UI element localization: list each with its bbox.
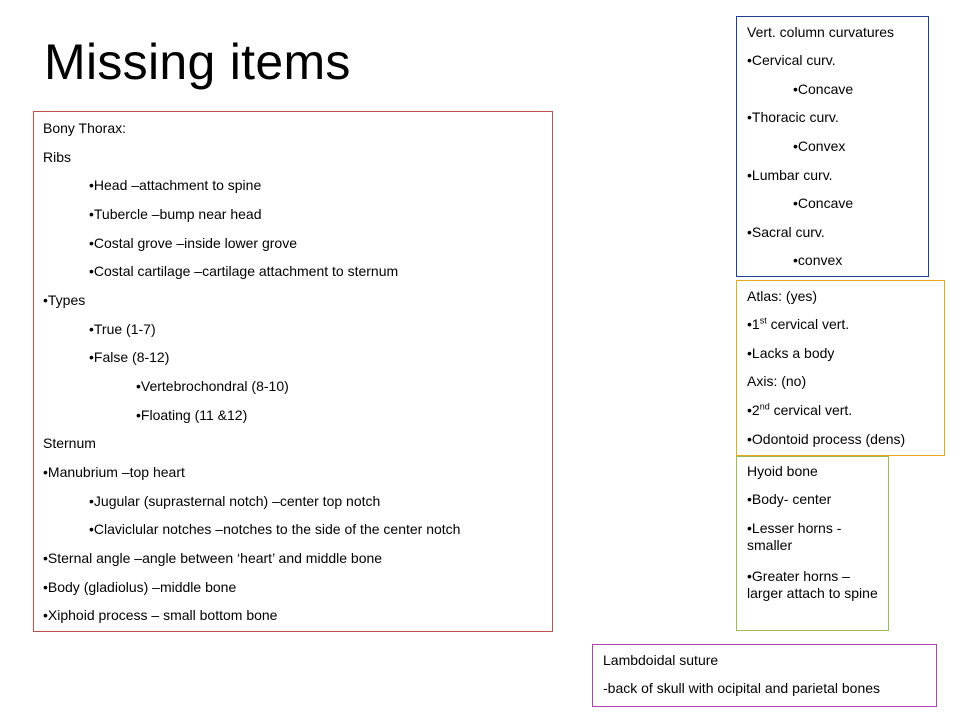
list-item: •Greater horns – larger attach to spine (747, 568, 878, 601)
page-title: Missing items (44, 34, 351, 90)
list-item: -back of skull with ocipital and parietal bones (603, 680, 881, 696)
lambdoidal-box (592, 644, 937, 707)
list-item: •Head –attachment to spine (89, 177, 262, 193)
list-item: •False (8-12) (89, 349, 170, 365)
vert-heading: Vert. column curvatures (747, 24, 895, 40)
list-item: •Thoracic curv. (747, 109, 839, 125)
atlas-axis-box (736, 280, 945, 456)
list-item: •Lesser horns - smaller (747, 520, 842, 553)
list-item: •1st cervical vert. (747, 315, 850, 332)
list-item: •Floating (11 &12) (136, 407, 248, 423)
list-item: •Odontoid process (dens) (747, 431, 906, 447)
list-item: •Lumbar curv. (747, 167, 833, 183)
list-item: •Body (gladiolus) –middle bone (43, 579, 237, 595)
vert-column-box (736, 16, 929, 277)
lambdoid-heading: Lambdoidal suture (603, 652, 719, 668)
list-item: •Convex (793, 138, 846, 154)
sternum-heading: Sternum (43, 435, 96, 451)
ribs-heading: Ribs (43, 149, 72, 165)
list-item: •convex (793, 252, 843, 268)
axis-heading: Axis: (no) (747, 373, 807, 389)
list-item: •Vertebrochondral (8-10) (136, 378, 289, 394)
list-item: •Manubrium –top heart (43, 464, 185, 480)
list-item: •2nd cervical vert. (747, 401, 853, 418)
list-item: •Concave (793, 195, 854, 211)
list-item: •Claviclular notches –notches to the side of the center notch (89, 521, 461, 537)
list-item: •Body- center (747, 491, 832, 507)
list-item: •Concave (793, 81, 854, 97)
list-item: •Costal cartilage –cartilage attachment to sternum (89, 263, 399, 279)
list-item: •Cervical curv. (747, 52, 836, 68)
list-item: •True (1-7) (89, 321, 156, 337)
list-item: •Tubercle –bump near head (89, 206, 262, 222)
hyoid-box (736, 456, 889, 631)
atlas-heading: Atlas: (yes) (747, 288, 818, 304)
list-item: •Sternal angle –angle between ‘heart’ and middle bone (43, 550, 383, 566)
list-item: •Types (43, 292, 86, 308)
list-item: •Costal grove –inside lower grove (89, 235, 298, 251)
list-item: •Sacral curv. (747, 224, 825, 240)
thorax-heading: Bony Thorax: (43, 120, 127, 136)
list-item: •Xiphoid process – small bottom bone (43, 607, 278, 623)
list-item: •Lacks a body (747, 345, 835, 361)
list-item: •Jugular (suprasternal notch) –center top notch (89, 493, 381, 509)
hyoid-heading: Hyoid bone (747, 463, 818, 479)
bony-thorax-box (33, 111, 553, 632)
